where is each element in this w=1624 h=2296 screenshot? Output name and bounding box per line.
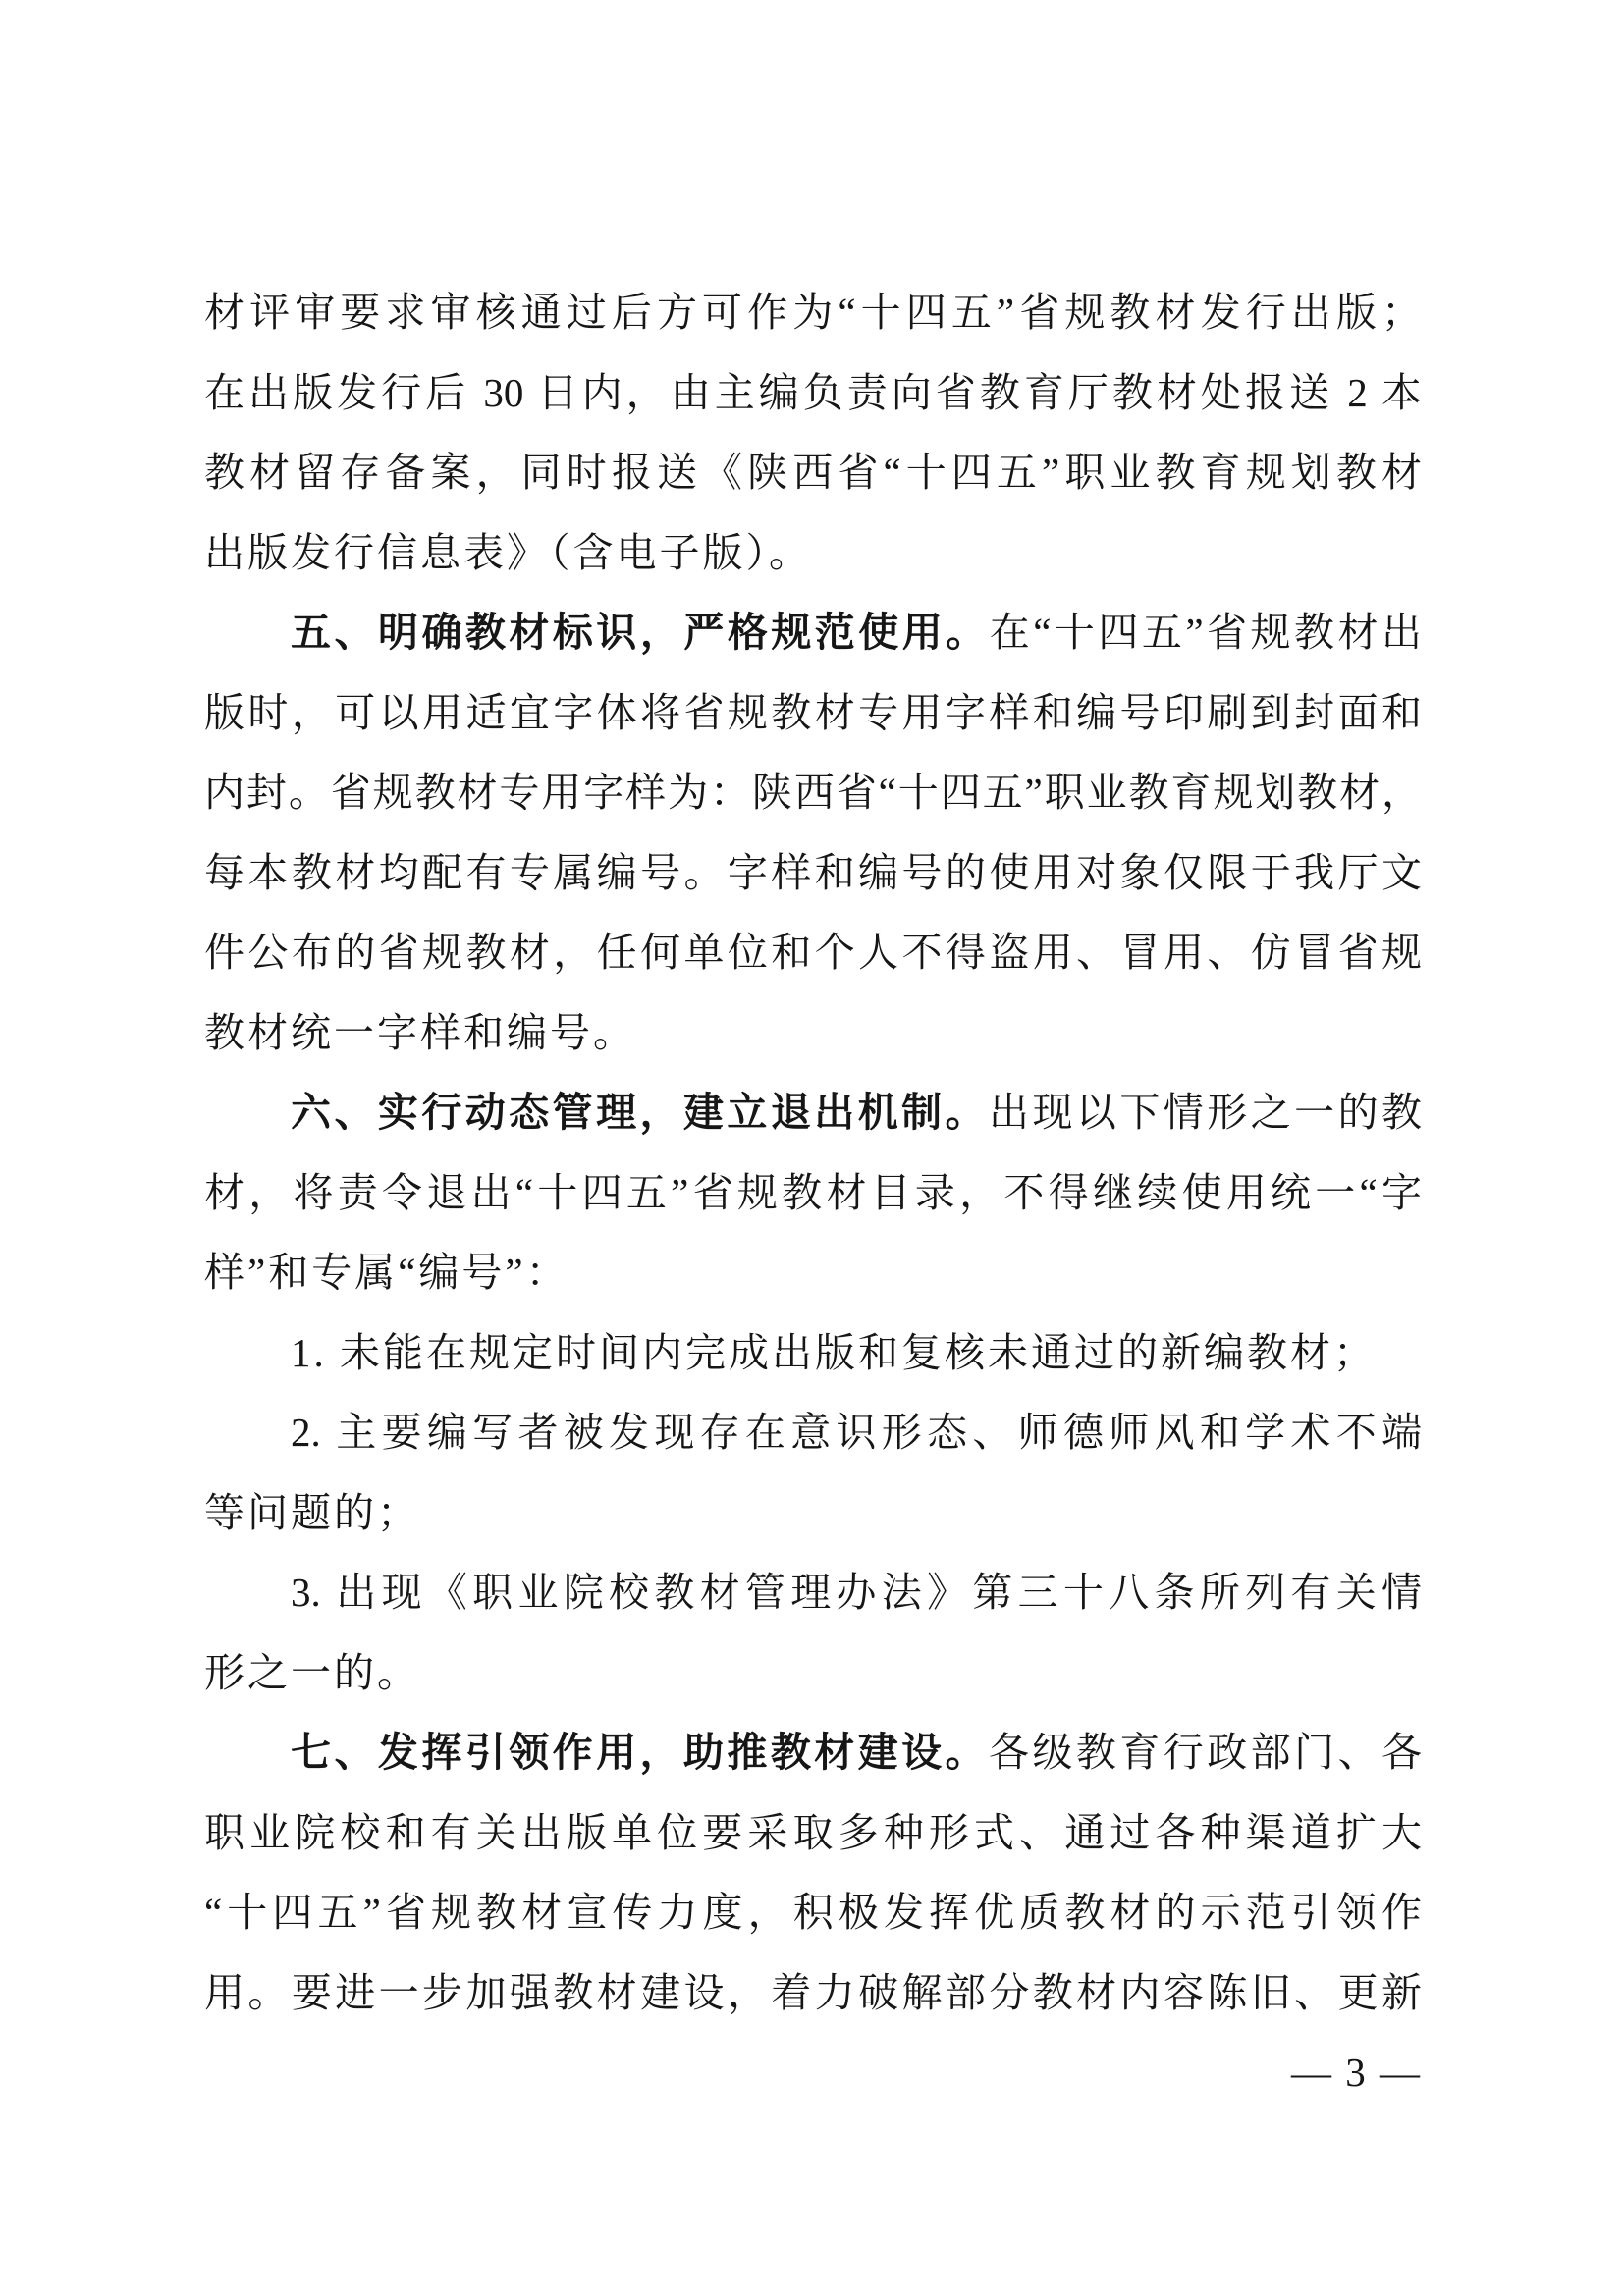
body-line-02 <box>204 353 1422 434</box>
body-line-05 <box>204 593 1422 673</box>
body-line-17 <box>204 1553 1422 1633</box>
document-page-body <box>204 273 1422 2113</box>
line-text: 等问题的； <box>204 1489 420 1535</box>
body-line-11 <box>204 1073 1422 1153</box>
section-7-heading: 七、发挥引领作用，助推教材建设。 <box>291 1730 990 1775</box>
line-text: 材，将责令退出“十四五”省规教材目录，不得继续使用统一“字 <box>204 1169 1422 1215</box>
line-text: 版时，可以用适宜字体将省规教材专用字样和编号印刷到封面和 <box>204 689 1422 735</box>
body-line-10 <box>204 993 1422 1074</box>
line-text: 在出版发行后 30 日内，由主编负责向省教育厅教材处报送 2 本 <box>204 369 1422 415</box>
body-line-04 <box>204 513 1422 594</box>
body-line-22 <box>204 1953 1422 2034</box>
line-text: 教材留存备案，同时报送《陕西省“十四五”职业教育规划教材 <box>204 450 1422 495</box>
body-line-15 <box>204 1393 1422 1473</box>
line-text: 样”和专属“编号”： <box>204 1250 569 1295</box>
body-line-19 <box>204 1713 1422 1793</box>
line-text: 内封。省规教材专用字样为：陕西省“十四五”职业教育规划教材， <box>204 770 1422 815</box>
page-number <box>204 2033 1422 2113</box>
section-5-heading: 五、明确教材标识，严格规范使用。 <box>291 610 990 655</box>
body-line-12 <box>204 1153 1422 1234</box>
line-text: 出现以下情形之一的教 <box>989 1090 1422 1135</box>
line-text: 在“十四五”省规教材出 <box>989 610 1422 655</box>
line-text: 用。要进一步加强教材建设，着力破解部分教材内容陈旧、更新 <box>204 1969 1422 2015</box>
list-item-1-text: 1. 未能在规定时间内完成出版和复核未通过的新编教材； <box>291 1329 1377 1375</box>
section-6-heading: 六、实行动态管理，建立退出机制。 <box>291 1090 990 1135</box>
body-line-03 <box>204 433 1422 513</box>
body-line-01 <box>204 273 1422 353</box>
line-text: 每本教材均配有专属编号。字样和编号的使用对象仅限于我厅文 <box>204 849 1422 895</box>
body-line-20 <box>204 1793 1422 1874</box>
body-line-16 <box>204 1473 1422 1554</box>
line-text: 形之一的。 <box>204 1649 420 1695</box>
body-line-08 <box>204 833 1422 914</box>
body-line-14 <box>204 1313 1422 1394</box>
list-item-2-text: 2. 主要编写者被发现存在意识形态、师德师风和学术不端 <box>291 1410 1422 1455</box>
body-line-13 <box>204 1233 1422 1313</box>
body-line-06 <box>204 673 1422 754</box>
body-line-09 <box>204 913 1422 993</box>
body-line-21 <box>204 1873 1422 1953</box>
line-text: 材评审要求审核通过后方可作为“十四五”省规教材发行出版； <box>204 290 1422 335</box>
page-number-text: — 3 — <box>1291 2050 1422 2095</box>
body-line-07 <box>204 753 1422 833</box>
line-text: “十四五”省规教材宣传力度，积极发挥优质教材的示范引领作 <box>204 1890 1422 1935</box>
line-text: 教材统一字样和编号。 <box>204 1009 636 1055</box>
line-text: 件公布的省规教材，任何单位和个人不得盗用、冒用、仿冒省规 <box>204 930 1422 975</box>
line-text: 出版发行信息表》（含电子版）。 <box>204 529 812 575</box>
body-line-18 <box>204 1633 1422 1714</box>
line-text: 各级教育行政部门、各 <box>989 1730 1422 1775</box>
list-item-3-text: 3. 出现《职业院校教材管理办法》第三十八条所列有关情 <box>291 1570 1422 1615</box>
line-text: 职业院校和有关出版单位要采取多种形式、通过各种渠道扩大 <box>204 1809 1422 1855</box>
